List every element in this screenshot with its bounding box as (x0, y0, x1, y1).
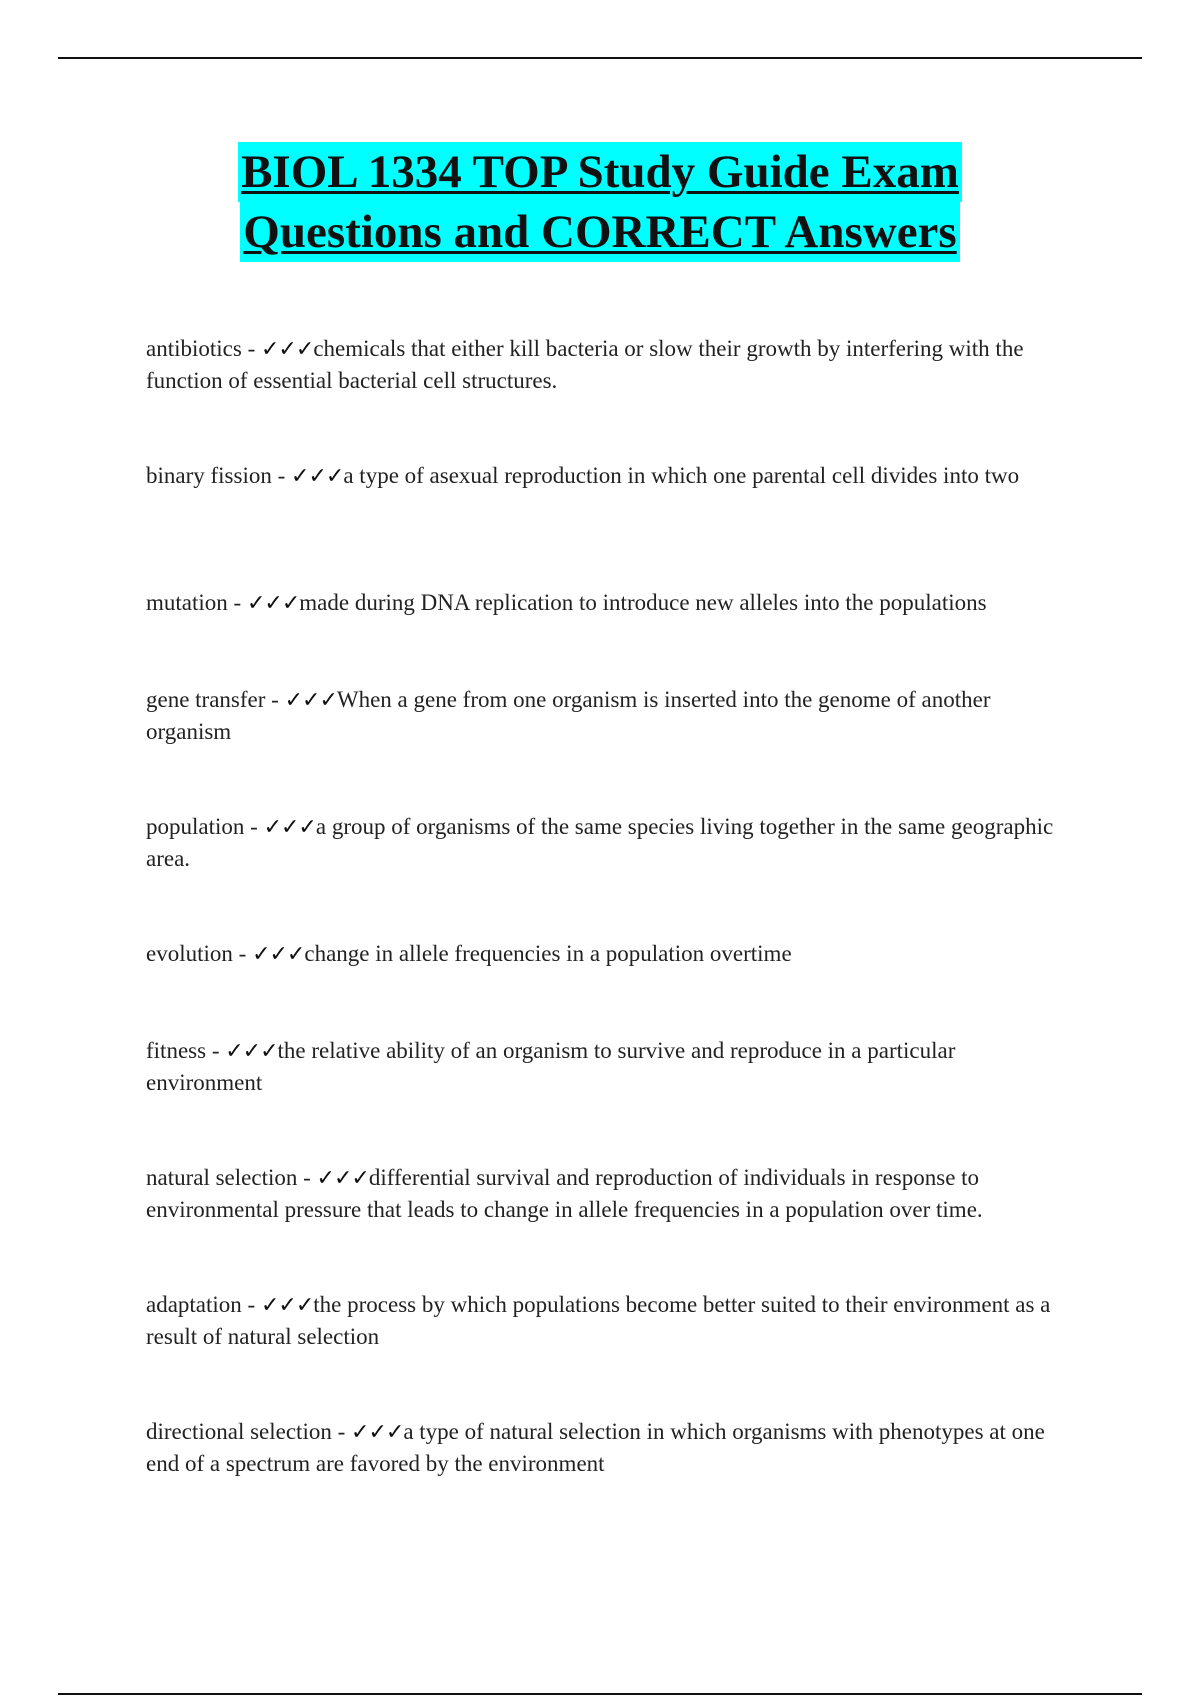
flashcard-entry-antibiotics (146, 333, 1056, 396)
flashcard-entry-adaptation (146, 1289, 1056, 1352)
term: natural selection (146, 1165, 298, 1190)
triple-check-icon: ✓✓✓ (291, 464, 344, 489)
term-separator: - (232, 941, 253, 966)
term-separator: - (227, 590, 247, 615)
definition: a type of asexual reproduction in which one parental cell divides into two (343, 463, 1020, 488)
flashcard-entry-gene-transfer (146, 684, 1056, 747)
triple-check-icon: ✓✓✓ (284, 688, 337, 713)
triple-check-icon: ✓✓✓ (260, 1293, 314, 1318)
triple-check-icon: ✓✓✓ (225, 1039, 278, 1064)
term: gene transfer (146, 687, 266, 712)
title-line-1: BIOL 1334 TOP Study Guide Exam (238, 142, 962, 202)
term: directional selection (146, 1419, 332, 1444)
term-separator: - (206, 1038, 226, 1063)
triple-check-icon: ✓✓✓ (261, 337, 314, 362)
term: fitness (146, 1038, 207, 1063)
triple-check-icon: ✓✓✓ (252, 942, 305, 967)
title-line-2: Questions and CORRECT Answers (240, 202, 959, 262)
term-separator: - (244, 814, 264, 839)
triple-check-icon: ✓✓✓ (263, 815, 316, 840)
term-separator: - (297, 1165, 317, 1190)
flashcard-entry-directional-selection (146, 1416, 1056, 1479)
definition: a type of natural selection in which organisms with phenotypes at one end of a spectrum are favored by the environment (146, 1419, 1045, 1476)
definition: When a gene from one organism is inserted into the genome of another organism (146, 687, 991, 744)
definition: change in allele frequencies in a population overtime (304, 941, 792, 966)
term: population (146, 814, 245, 839)
term-separator: - (271, 463, 292, 488)
triple-check-icon: ✓✓✓ (246, 591, 300, 616)
triple-check-icon: ✓✓✓ (351, 1420, 404, 1445)
term-separator: - (331, 1419, 352, 1444)
definition: a group of organisms of the same species living together in the same geographic area. (146, 814, 1054, 871)
term: evolution (146, 941, 233, 966)
definition: differential survival and reproduction of individuals in response to environmental pressure that leads to change in allele frequencies in a population over time. (146, 1165, 983, 1222)
term-separator: - (241, 1292, 261, 1317)
flashcard-entry-binary-fission (146, 460, 1056, 492)
definition: made during DNA replication to introduce new alleles into the populations (299, 590, 987, 615)
term: mutation (146, 590, 228, 615)
definition: chemicals that either kill bacteria or slow their growth by interfering with the function of essential bacterial cell structures. (146, 336, 1024, 393)
term: adaptation (146, 1292, 242, 1317)
definition: the relative ability of an organism to survive and reproduce in a particular environment (146, 1038, 956, 1095)
flashcard-entry-fitness (146, 1035, 1056, 1098)
definition: the process by which populations become better suited to their environment as a result of natural selection (146, 1292, 1051, 1349)
footer-rule (58, 1693, 1142, 1695)
flashcard-entry-evolution (146, 938, 1056, 970)
flashcard-entry-natural-selection (146, 1162, 1056, 1225)
flashcard-entry-population (146, 811, 1056, 874)
flashcard-entry-mutation (146, 587, 1056, 619)
triple-check-icon: ✓✓✓ (316, 1166, 369, 1191)
term: binary fission (146, 463, 272, 488)
term: antibiotics (146, 336, 242, 361)
term-separator: - (265, 687, 285, 712)
term-separator: - (241, 336, 261, 361)
